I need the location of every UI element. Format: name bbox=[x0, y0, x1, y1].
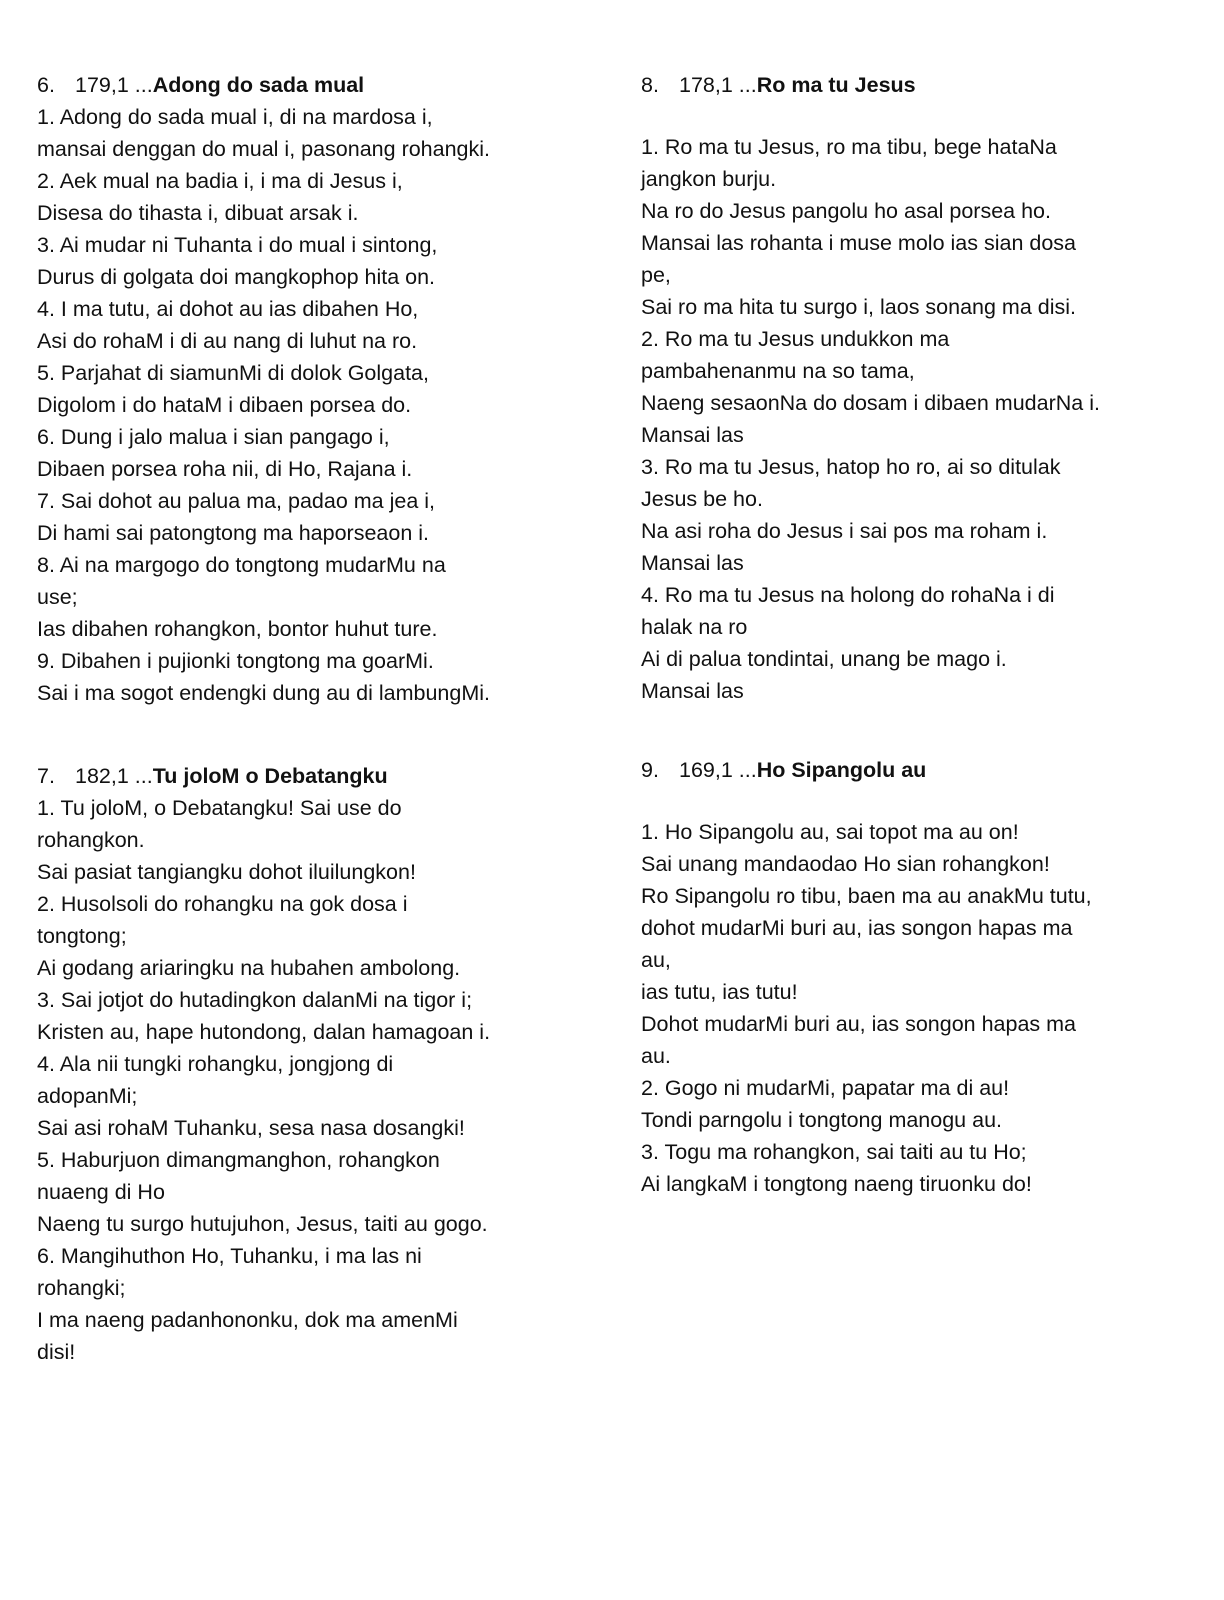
hymn-ref: 182,1 ... bbox=[75, 764, 153, 788]
verse-line: Durus di golgata doi mangkophop hita on. bbox=[37, 265, 436, 289]
verse-line: Mansai las bbox=[641, 679, 744, 703]
hymn-name: Adong do sada mual bbox=[152, 73, 365, 97]
hymn-title bbox=[641, 69, 1100, 101]
hymn-number: 7. bbox=[37, 764, 55, 788]
hymn-ref: 179,1 ... bbox=[75, 73, 153, 97]
hymn-title bbox=[37, 69, 490, 101]
verse-line: 1. Ro ma tu Jesus, ro ma tibu, bege hataNa bbox=[641, 135, 1057, 159]
spacer bbox=[641, 786, 1092, 816]
verse-line: mansai denggan do mual i, pasonang rohangki. bbox=[37, 137, 491, 161]
hymn-ref: 169,1 ... bbox=[679, 758, 757, 782]
spacer bbox=[641, 101, 1100, 131]
hymn-number: 9. bbox=[641, 758, 659, 782]
verse-line: Dibaen porsea roha nii, di Ho, Rajana i. bbox=[37, 457, 413, 481]
verse-line: Na asi roha do Jesus i sai pos ma roham i. bbox=[641, 519, 1048, 543]
verse-line: rohangkon. bbox=[37, 828, 145, 852]
verse-line: 4. Ala nii tungki rohangku, jongjong di bbox=[37, 1052, 394, 1076]
verse-line: 5. Parjahat di siamunMi di dolok Golgata, bbox=[37, 361, 429, 385]
hymn-7 bbox=[37, 760, 490, 1368]
verse-line: Naeng sesaonNa do dosam i dibaen mudarNa i. bbox=[641, 391, 1100, 415]
verse-line: tongtong; bbox=[37, 924, 127, 948]
verse-line: 2. Gogo ni mudarMi, papatar ma di au! bbox=[641, 1076, 1010, 1100]
verse-line: 9. Dibahen i pujionki tongtong ma goarMi. bbox=[37, 649, 434, 673]
hymn-name: Tu joloM o Debatangku bbox=[152, 764, 388, 788]
verse-line: Na ro do Jesus pangolu ho asal porsea ho. bbox=[641, 199, 1051, 223]
verse-line: 1. Tu joloM, o Debatangku! Sai use do bbox=[37, 796, 402, 820]
hymn-lines bbox=[37, 101, 490, 709]
hymn-6 bbox=[37, 69, 490, 709]
verse-line: 2. Aek mual na badia i, i ma di Jesus i, bbox=[37, 169, 403, 193]
verse-line: 2. Husolsoli do rohangku na gok dosa i bbox=[37, 892, 408, 916]
verse-line: jangkon burju. bbox=[641, 167, 777, 191]
verse-line: Sai i ma sogot endengki dung au di lambungMi. bbox=[37, 681, 490, 705]
verse-line: 3. Togu ma rohangkon, sai taiti au tu Ho; bbox=[641, 1140, 1027, 1164]
verse-line: rohangki; bbox=[37, 1276, 126, 1300]
verse-line: 6. Mangihuthon Ho, Tuhanku, i ma las ni bbox=[37, 1244, 422, 1268]
verse-line: 3. Ai mudar ni Tuhanta i do mual i sintong, bbox=[37, 233, 438, 257]
verse-line: dohot mudarMi buri au, ias songon hapas ma bbox=[641, 916, 1073, 940]
hymn-name: Ro ma tu Jesus bbox=[756, 73, 916, 97]
verse-line: nuaeng di Ho bbox=[37, 1180, 165, 1204]
hymn-number: 6. bbox=[37, 73, 55, 97]
verse-line: 5. Haburjuon dimangmanghon, rohangkon bbox=[37, 1148, 440, 1172]
verse-line: 1. Ho Sipangolu au, sai topot ma au on! bbox=[641, 820, 1019, 844]
verse-line: Ai di palua tondintai, unang be mago i. bbox=[641, 647, 1007, 671]
hymn-9 bbox=[641, 754, 1092, 1200]
verse-line: Ai langkaM i tongtong naeng tiruonku do! bbox=[641, 1172, 1032, 1196]
hymn-lines bbox=[641, 131, 1100, 707]
verse-line: Sai pasiat tangiangku dohot iluilungkon! bbox=[37, 860, 416, 884]
verse-line: pambahenanmu na so tama, bbox=[641, 359, 915, 383]
verse-line: Mansai las rohanta i muse molo ias sian dosa bbox=[641, 231, 1076, 255]
verse-line: Sai ro ma hita tu surgo i, laos sonang ma disi. bbox=[641, 295, 1076, 319]
verse-line: Digolom i do hataM i dibaen porsea do. bbox=[37, 393, 412, 417]
verse-line: 2. Ro ma tu Jesus undukkon ma bbox=[641, 327, 950, 351]
hymn-8 bbox=[641, 69, 1100, 707]
verse-line: use; bbox=[37, 585, 78, 609]
verse-line: Sai unang mandaodao Ho sian rohangkon! bbox=[641, 852, 1050, 876]
verse-line: Jesus be ho. bbox=[641, 487, 763, 511]
verse-line: disi! bbox=[37, 1340, 76, 1364]
verse-line: halak na ro bbox=[641, 615, 748, 639]
verse-line: Kristen au, hape hutondong, dalan hamagoan i. bbox=[37, 1020, 491, 1044]
verse-line: 1. Adong do sada mual i, di na mardosa i, bbox=[37, 105, 433, 129]
verse-line: Mansai las bbox=[641, 551, 744, 575]
verse-line: ias tutu, ias tutu! bbox=[641, 980, 798, 1004]
verse-line: 4. Ro ma tu Jesus na holong do rohaNa i di bbox=[641, 583, 1055, 607]
hymn-title bbox=[641, 754, 1092, 786]
verse-line: Di hami sai patongtong ma haporseaon i. bbox=[37, 521, 430, 545]
verse-line: Disesa do tihasta i, dibuat arsak i. bbox=[37, 201, 359, 225]
verse-line: Mansai las bbox=[641, 423, 744, 447]
verse-line: 7. Sai dohot au palua ma, padao ma jea i, bbox=[37, 489, 436, 513]
hymn-lines bbox=[37, 792, 490, 1368]
verse-line: 3. Ro ma tu Jesus, hatop ho ro, ai so ditulak bbox=[641, 455, 1061, 479]
verse-line: adopanMi; bbox=[37, 1084, 138, 1108]
hymn-ref: 178,1 ... bbox=[679, 73, 757, 97]
verse-line: 8. Ai na margogo do tongtong mudarMu na bbox=[37, 553, 446, 577]
hymn-lines bbox=[641, 816, 1092, 1200]
verse-line: 4. I ma tutu, ai dohot au ias dibahen Ho, bbox=[37, 297, 419, 321]
verse-line: Asi do rohaM i di au nang di luhut na ro. bbox=[37, 329, 418, 353]
verse-line: au. bbox=[641, 1044, 671, 1068]
hymn-title bbox=[37, 760, 490, 792]
verse-line: au, bbox=[641, 948, 671, 972]
verse-line: Ai godang ariaringku na hubahen ambolong. bbox=[37, 956, 461, 980]
verse-line: Dohot mudarMi buri au, ias songon hapas ma bbox=[641, 1012, 1077, 1036]
verse-line: 6. Dung i jalo malua i sian pangago i, bbox=[37, 425, 390, 449]
verse-line: 3. Sai jotjot do hutadingkon dalanMi na tigor i; bbox=[37, 988, 473, 1012]
verse-line: Naeng tu surgo hutujuhon, Jesus, taiti au gogo. bbox=[37, 1212, 488, 1236]
verse-line: Ias dibahen rohangkon, bontor huhut ture. bbox=[37, 617, 438, 641]
hymn-name: Ho Sipangolu au bbox=[756, 758, 927, 782]
verse-line: I ma naeng padanhononku, dok ma amenMi bbox=[37, 1308, 458, 1332]
hymn-number: 8. bbox=[641, 73, 659, 97]
verse-line: Sai asi rohaM Tuhanku, sesa nasa dosangki! bbox=[37, 1116, 465, 1140]
verse-line: pe, bbox=[641, 263, 671, 287]
verse-line: Tondi parngolu i tongtong manogu au. bbox=[641, 1108, 1002, 1132]
verse-line: Ro Sipangolu ro tibu, baen ma au anakMu tutu, bbox=[641, 884, 1092, 908]
